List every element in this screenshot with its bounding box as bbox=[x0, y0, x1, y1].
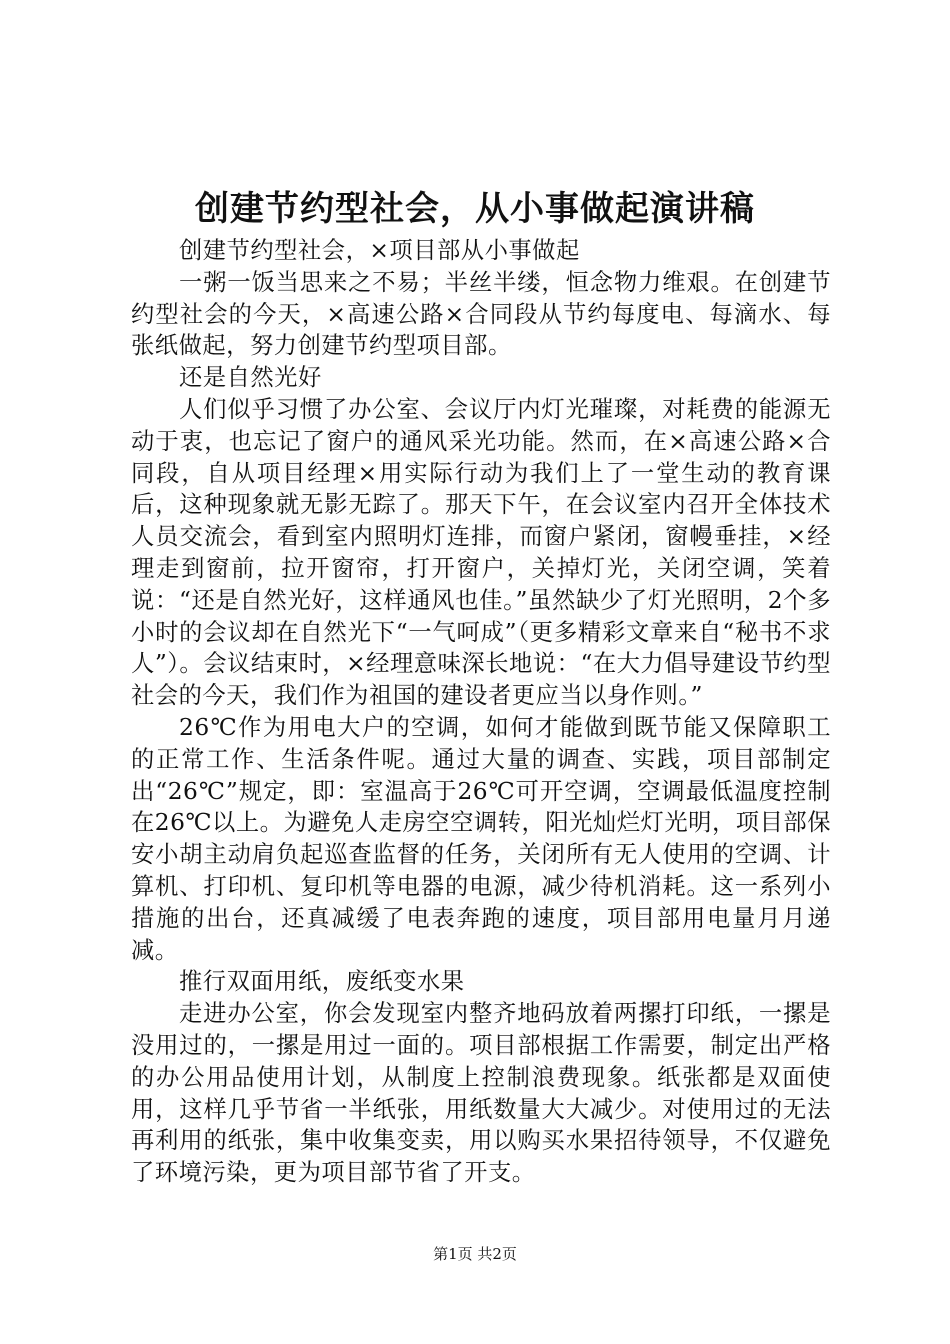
paragraph-double-sided-paper: 走进办公室，你会发现室内整齐地码放着两摞打印纸，一摞是没用过的，一摞是用过一面的。项目部根据工作需要，制定出严格的办公用品使用计划，从制度上控制浪费现象。纸张都是双面使用，这样几乎节省一半纸张，用纸数量大大减少。对使用过的无法再利用的纸张，集中收集变卖，用以购买水果招待领导，不仅避免了环境污染，更为项目部节省了开支。 bbox=[131, 1000, 831, 1187]
paragraph-intro: 一粥一饭当思来之不易；半丝半缕，恒念物力维艰。在创建节约型社会的今天，×高速公路×合同段从节约每度电、每滴水、每张纸做起，努力创建节约型项目部。 bbox=[131, 268, 831, 360]
section-heading-double-sided-paper: 推行双面用纸，废纸变水果 bbox=[179, 968, 465, 996]
paragraph-air-conditioning: 26℃作为用电大户的空调，如何才能做到既节能又保障职工的正常工作、生活条件呢。通过大量的调查、实践，项目部制定出“26℃”规定，即：室温高于26℃可开空调，空调最低温度控制在26℃以上。为避免人走房空空调转，阳光灿烂灯光明，项目部保安小胡主动肩负起巡查监督的任务，关闭所有无人使用的空调、计算机、打印机、复印机等电器的电源，减少待机消耗。这一系列小措施的出台，还真减缓了电表奔跑的速度，项目部用电量月月递减。 bbox=[131, 713, 831, 964]
paragraph-subtitle: 创建节约型社会，×项目部从小事做起 bbox=[179, 237, 580, 264]
section-heading-natural-light: 还是自然光好 bbox=[179, 364, 322, 392]
paragraph-natural-light: 人们似乎习惯了办公室、会议厅内灯光璀璨，对耗费的能源无动于衷，也忘记了窗户的通风采光功能。然而，在×高速公路×合同段，自从项目经理×用实际行动为我们上了一堂生动的教育课后，这种现象就无影无踪了。那天下午，在会议室内召开全体技术人员交流会，看到室内照明灯连排，而窗户紧闭，窗幔垂挂，×经理走到窗前，拉开窗帘，打开窗户，关掉灯光，关闭空调，笑着说：“还是自然光好，这样通风也佳。”虽然缺少了灯光照明，2个多小时的会议却在自然光下“一气呵成”（更多精彩文章来自“秘书不求人”）。会议结束时，×经理意味深长地说：“在大力倡导建设节约型社会的今天，我们作为祖国的建设者更应当以身作则。” bbox=[131, 395, 831, 710]
document-title: 创建节约型社会，从小事做起演讲稿 bbox=[195, 189, 755, 229]
document-body bbox=[131, 235, 831, 1189]
page-footer: 第1页 共2页 bbox=[433, 1245, 517, 1263]
